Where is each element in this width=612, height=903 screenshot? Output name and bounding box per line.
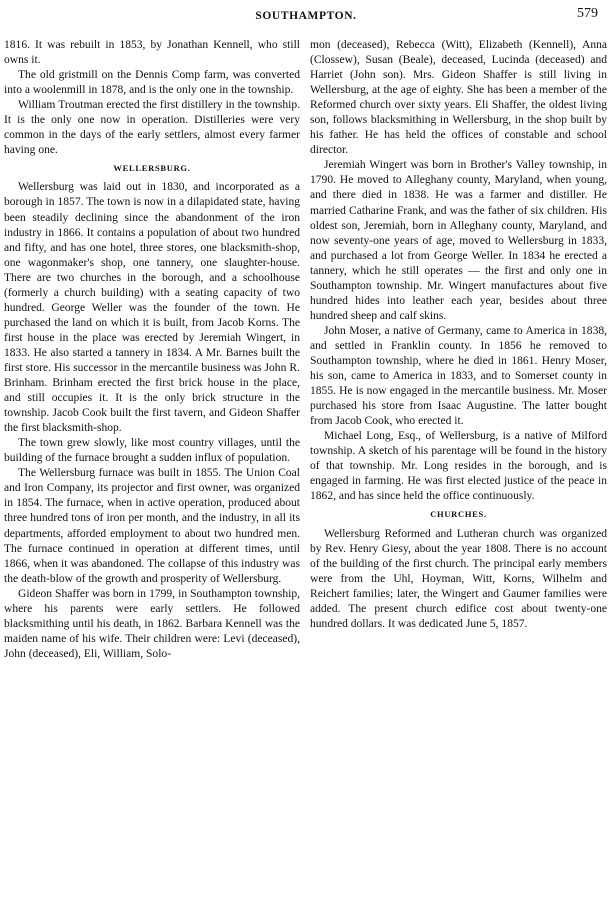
page-number: 579 [577,6,598,21]
running-head: SOUTHAMPTON. [255,10,357,22]
left-column [4,38,300,662]
section-heading-wellersburg: WELLERSBURG. [113,163,191,174]
section-heading-churches: CHURCHES. [430,509,487,520]
paragraph: Michael Long, Esq., of Wellersburg, is a native of Milford township. A sketch of his parentage will be found in the history of that township. Mr. Long resides in the borough, and is engaged in farming. He was first elected justice of the peace in 1862, and has since held the office continuously. [310,430,607,503]
paragraph: Gideon Shaffer was born in 1799, in Southampton township, where his parents were early settlers. He followed blacksmithing until his death, in 1862. Barbara Kennell was the maiden name of his wife. Their children were: Levi (deceased), John (deceased), Eli, William, Solo- [4,587,300,660]
paragraph: mon (deceased), Rebecca (Witt), Elizabeth (Kennell), Anna (Clossew), Susan (Beale), deceased, Lucinda (deceased) and Harriet (John son). Mrs. Gideon Shaffer is still living in Wellersburg, at the age of eighty. She has been a member of the Reformed church over sixty years. Eli Shaffer, the oldest living son, follows blacksmithing in Wellersburg, in the shop built by his father. He has held the offices of constable and school director. [310,39,607,157]
paragraph: John Moser, a native of Germany, came to America in 1838, and settled in Franklin county. In 1856 he removed to Southampton township, where he died in 1861. Henry Moser, his son, came to America in 1833, and to Somerset county in 1855. He is now engaged in the mercantile business. Mr. Moser purchased his store from Isaac Augustine. The latter bought from Jacob Cook, who erected it. [310,324,607,428]
paragraph: The old gristmill on the Dennis Comp farm, was converted into a woolenmill in 1878, and is the only one in the township. [4,69,300,97]
paragraph: Wellersburg was laid out in 1830, and incorporated as a borough in 1857. The town is now in a dilapidated state, having been steadily declining since the abandonment of the iron industry in 1866. It contains a population of about two hundred and fifty, and has one hotel, three stores, one blacksmith-shop, one wagonmaker's shop, one tannery, one slaughter-house. There are two churches in the borough, and a schoolhouse (formerly a church building) with a seating capacity of two hundred. George Weller was the founder of the town. He purchased the land on which it is built, from Jacob Korns. The first house in the place was erected by Jeremiah Wingert, in 1833. He also started a tannery in 1834. A Mr. Barnes built the first store. His successor in the mercantile business was John R. Brinham. Brinham erected the first brick house in the place, and still occupies it. It is the only brick structure in the township. Jacob Cook built the first tavern, and Gideon Shaffer the first blacksmith-shop. [4,181,300,435]
paragraph: Wellersburg Reformed and Lutheran church was organized by Rev. Henry Giesy, about the year 1808. There is no account of the building of the first church. The principal early members were from the Uhl, Hoyman, Witt, Korns, Wilhelm and Reichert families; later, the Wingert and Gaumer families were added. The present church edifice cost about twenty-one hundred dollars. It was dedicated June 5, 1857. [310,527,607,630]
paragraph: The town grew slowly, like most country villages, until the building of the furnace brought a sudden influx of population. [4,437,300,465]
page-header [0,6,612,28]
paragraph: The Wellersburg furnace was built in 1855. The Union Coal and Iron Company, its projector and first owner, was organized in 1854. The furnace, when in active operation, produced about three hundred tons of iron per month, and the industry, in all its departments, afforded employment to about two hundred men. The furnace continued in operation at different times, until 1866, when it was abandoned. The collapse of this industry was the death-blow of the growth and prosperity of Wellersburg. [4,467,300,585]
paragraph: Jeremiah Wingert was born in Brother's Valley township, in 1790. He moved to Alleghany county, Maryland, when young, and there died in 1838. He was a farmer and distiller. He married Catharine Frank, and was the father of six children. His oldest son, Jeremiah, born in Alleghany county, Maryland, and now seventy-one years of age, moved to Wellersburg in 1833, and purchased a lot from George Weller. In 1834 he erected a tannery, which he still operates — the first and only one in Southampton township. Mr. Wingert manufactures about five hundred hides into leather each year, besides about three hundred sheep and calf skins. [310,159,607,322]
paragraph: William Troutman erected the first distillery in the township. It is the only one now in operation. Distilleries were very common in the days of the early settlers, almost every farmer having one. [4,99,300,157]
paragraph: 1816. It was rebuilt in 1853, by Jonathan Kennell, who still owns it. [4,39,300,67]
right-column [310,38,607,632]
